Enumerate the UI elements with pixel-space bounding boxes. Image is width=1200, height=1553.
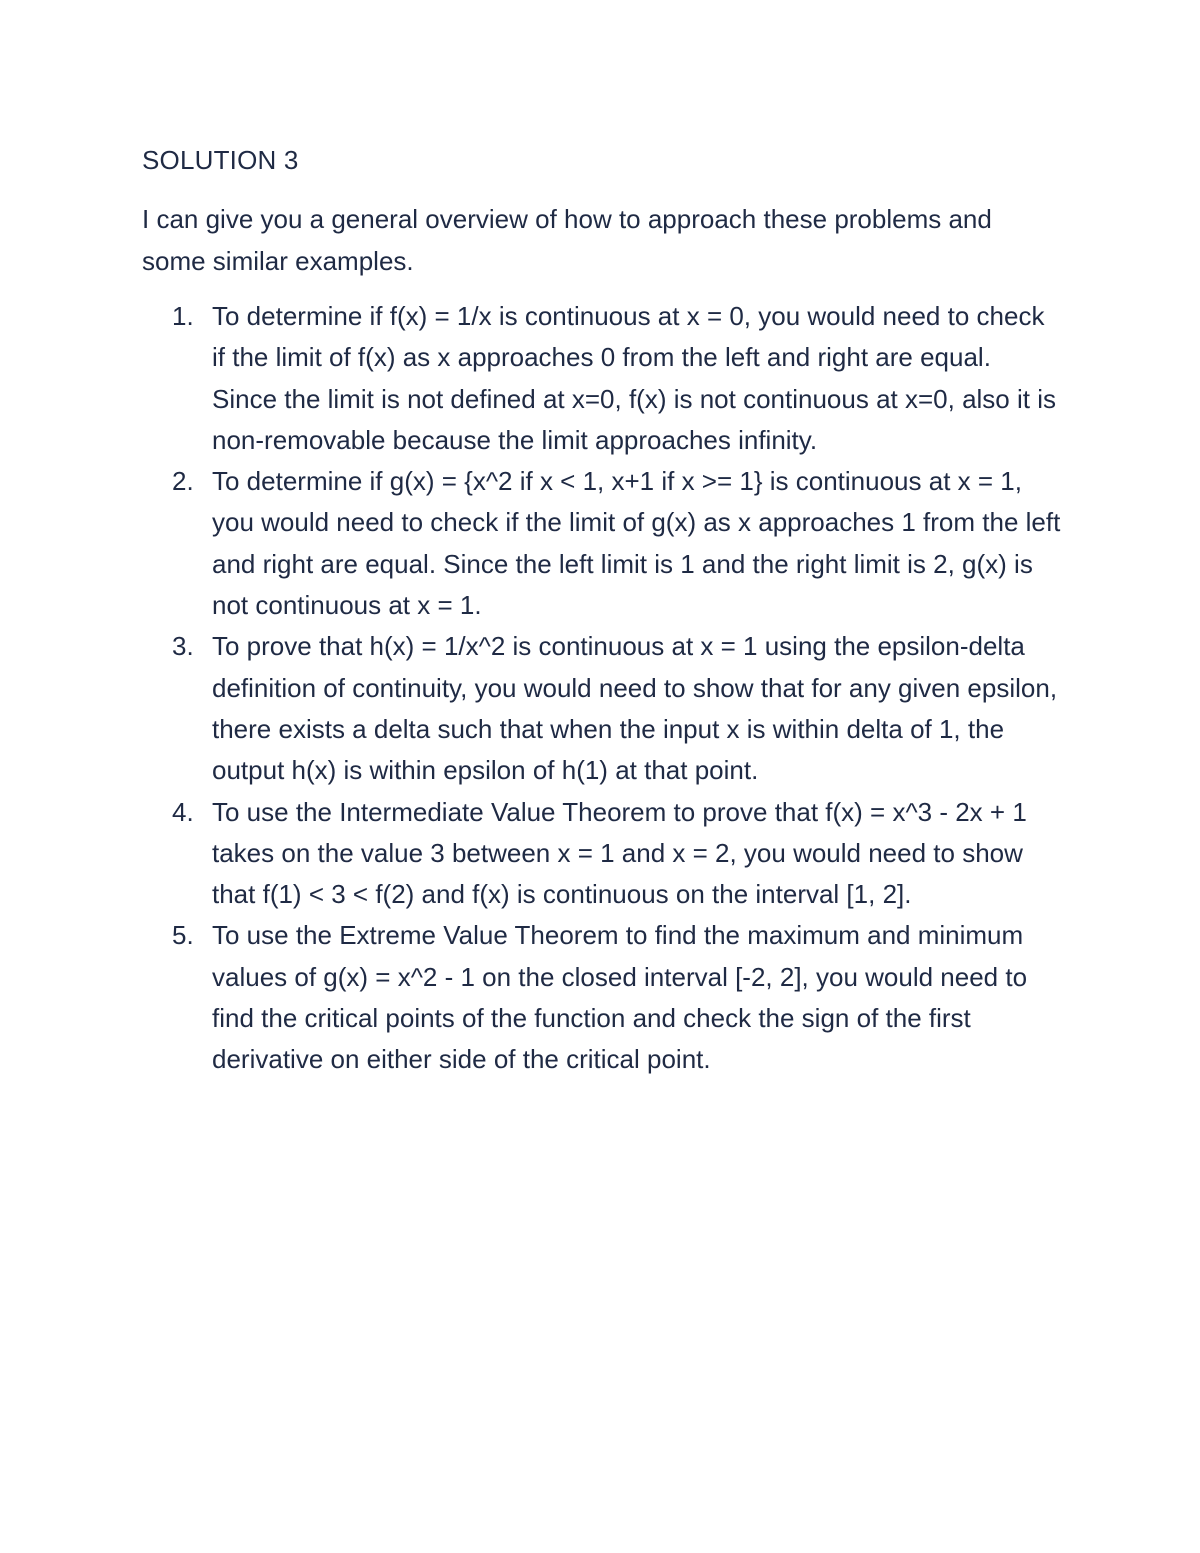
list-item xyxy=(142,792,1062,916)
list-item-number: 3. xyxy=(172,631,194,662)
list-item-text: To determine if f(x) = 1/x is continuous at x = 0, you would need to check if the limit of f(x) as x approaches 0 from the left and right are equal. Since the limit is not defined at x=0, f(x) is not continuous at x=0, also it is non-removable because the limit approaches infinity. xyxy=(212,301,1056,455)
list-item-number: 5. xyxy=(172,920,194,951)
list-item xyxy=(142,296,1062,461)
document-title: SOLUTION 3 xyxy=(142,145,299,175)
intro-paragraph: I can give you a general overview of how to approach these problems and some similar examples. xyxy=(142,204,992,276)
list-item-number: 4. xyxy=(172,796,194,827)
list-item-text: To use the Intermediate Value Theorem to prove that f(x) = x^3 - 2x + 1 takes on the value 3 between x = 1 and x = 2, you would need to show that f(1) < 3 < f(2) and f(x) is continuous on the interval [1, 2]. xyxy=(212,796,1027,910)
list-item-text: To determine if g(x) = {x^2 if x < 1, x+1 if x >= 1} is continuous at x = 1, you would need to check if the limit of g(x) as x approaches 1 from the left and right are equal. Since the left limit is 1 and the right limit is 2, g(x) is not continuous at x = 1. xyxy=(212,466,1061,621)
list-item xyxy=(142,915,1062,1080)
list-item xyxy=(142,461,1062,626)
list-item-text: To use the Extreme Value Theorem to find the maximum and minimum values of g(x) = x^2 - 1 on the closed interval [-2, 2], you would need to find the critical points of the function and check the sign of the first derivative on either side of the critical point. xyxy=(212,920,1028,1075)
document-content xyxy=(142,140,1082,1081)
list-item-number: 1. xyxy=(172,301,194,331)
list-item xyxy=(142,626,1062,791)
list-item-number: 2. xyxy=(172,466,194,497)
solution-list xyxy=(142,296,1082,1081)
list-item-text: To prove that h(x) = 1/x^2 is continuous at x = 1 using the epsilon-delta definition of continuity, you would need to show that for any given epsilon, there exists a delta such that when the input x is within delta of 1, the output h(x) is within epsilon of h(1) at that point. xyxy=(212,631,1058,786)
